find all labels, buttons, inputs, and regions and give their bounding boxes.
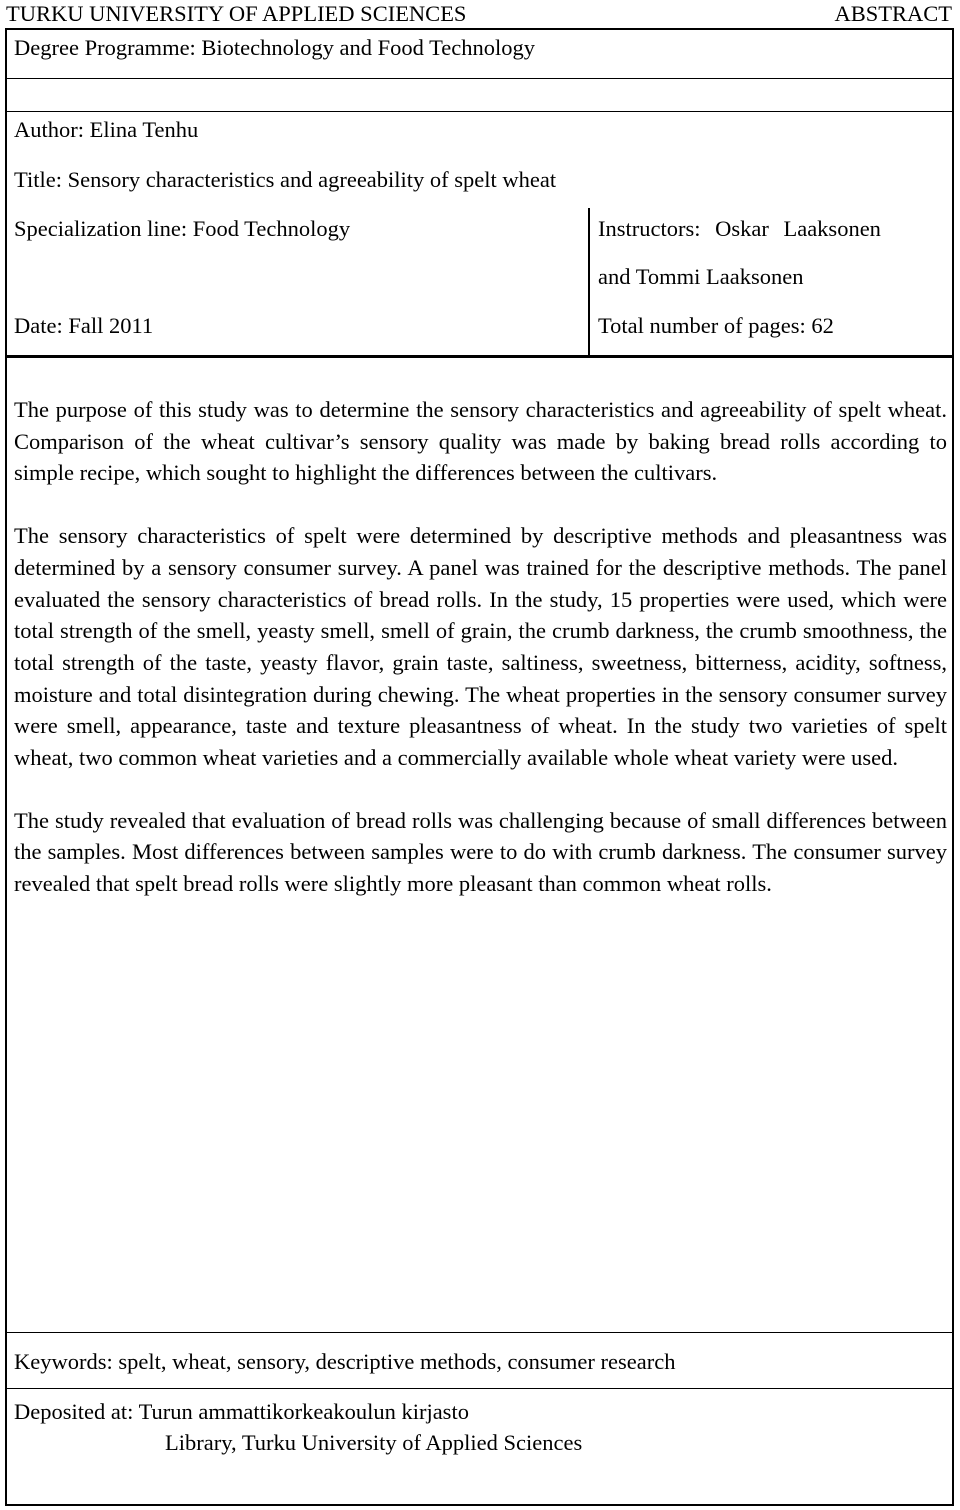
- total-pages: Total number of pages: 62: [598, 313, 834, 338]
- rule-above-keywords: [5, 1332, 954, 1333]
- keywords: Keywords: spelt, wheat, sensory, descriptive methods, consumer research: [14, 1349, 676, 1374]
- thesis-title: Title: Sensory characteristics and agreeability of spelt wheat: [14, 167, 557, 192]
- deposited-library: Library, Turku University of Applied Sciences: [165, 1430, 583, 1455]
- abstract-paragraph: The purpose of this study was to determine the sensory characteristics and agreeability of spelt wheat. Comparison of the wheat cultivar’s sensory quality was made by baking bread rolls according to simple recipe, which sought to highlight the differences between the cultivars.: [14, 397, 947, 486]
- rule-below-empty-row: [5, 111, 954, 112]
- abstract-body: [14, 394, 947, 931]
- metadata-column-divider: [588, 208, 590, 357]
- deposited-at: Deposited at: Turun ammattikorkeakoulun kirjasto: [14, 1399, 469, 1424]
- institution-name: TURKU UNIVERSITY OF APPLIED SCIENCES: [6, 1, 467, 26]
- abstract-paragraph: The sensory characteristics of spelt were determined by descriptive methods and pleasantness was determined by a sensory consumer survey. A panel was trained for the descriptive methods. The panel evaluated the sensory characteristics of bread rolls. In the study, 15 properties were used, which were total strength of the smell, yeasty smell, smell of grain, the crumb darkness, the crumb smoothness, the total strength of the taste, yeasty flavor, grain taste, saltiness, sweetness, bitterness, acidity, softness, moisture and total disintegration during chewing. The wheat properties in the sensory consumer survey were smell, appearance, taste and texture pleasantness of wheat. In the study two varieties of spelt wheat, two common wheat varieties and a commercially available whole wheat variety were used.: [14, 523, 947, 771]
- author: Author: Elina Tenhu: [14, 117, 199, 142]
- specialization-line: Specialization line: Food Technology: [14, 216, 351, 241]
- rule-below-metadata: [5, 355, 954, 358]
- degree-programme: Degree Programme: Biotechnology and Food Technology: [14, 35, 536, 60]
- date: Date: Fall 2011: [14, 313, 154, 338]
- abstract-paragraph: The study revealed that evaluation of bread rolls was challenging because of small differences between the samples. Most differences between samples were to do with crumb darkness. The consumer survey revealed that spelt bread rolls were slightly more pleasant than common wheat rolls.: [14, 807, 947, 897]
- instructors-line-2: and Tommi Laaksonen: [598, 264, 804, 289]
- rule-below-degree: [5, 78, 954, 79]
- section-heading: ABSTRACT: [834, 1, 952, 26]
- instructors-line-1: Instructors: Oskar Laaksonen: [598, 216, 881, 241]
- rule-above-deposited: [5, 1388, 954, 1389]
